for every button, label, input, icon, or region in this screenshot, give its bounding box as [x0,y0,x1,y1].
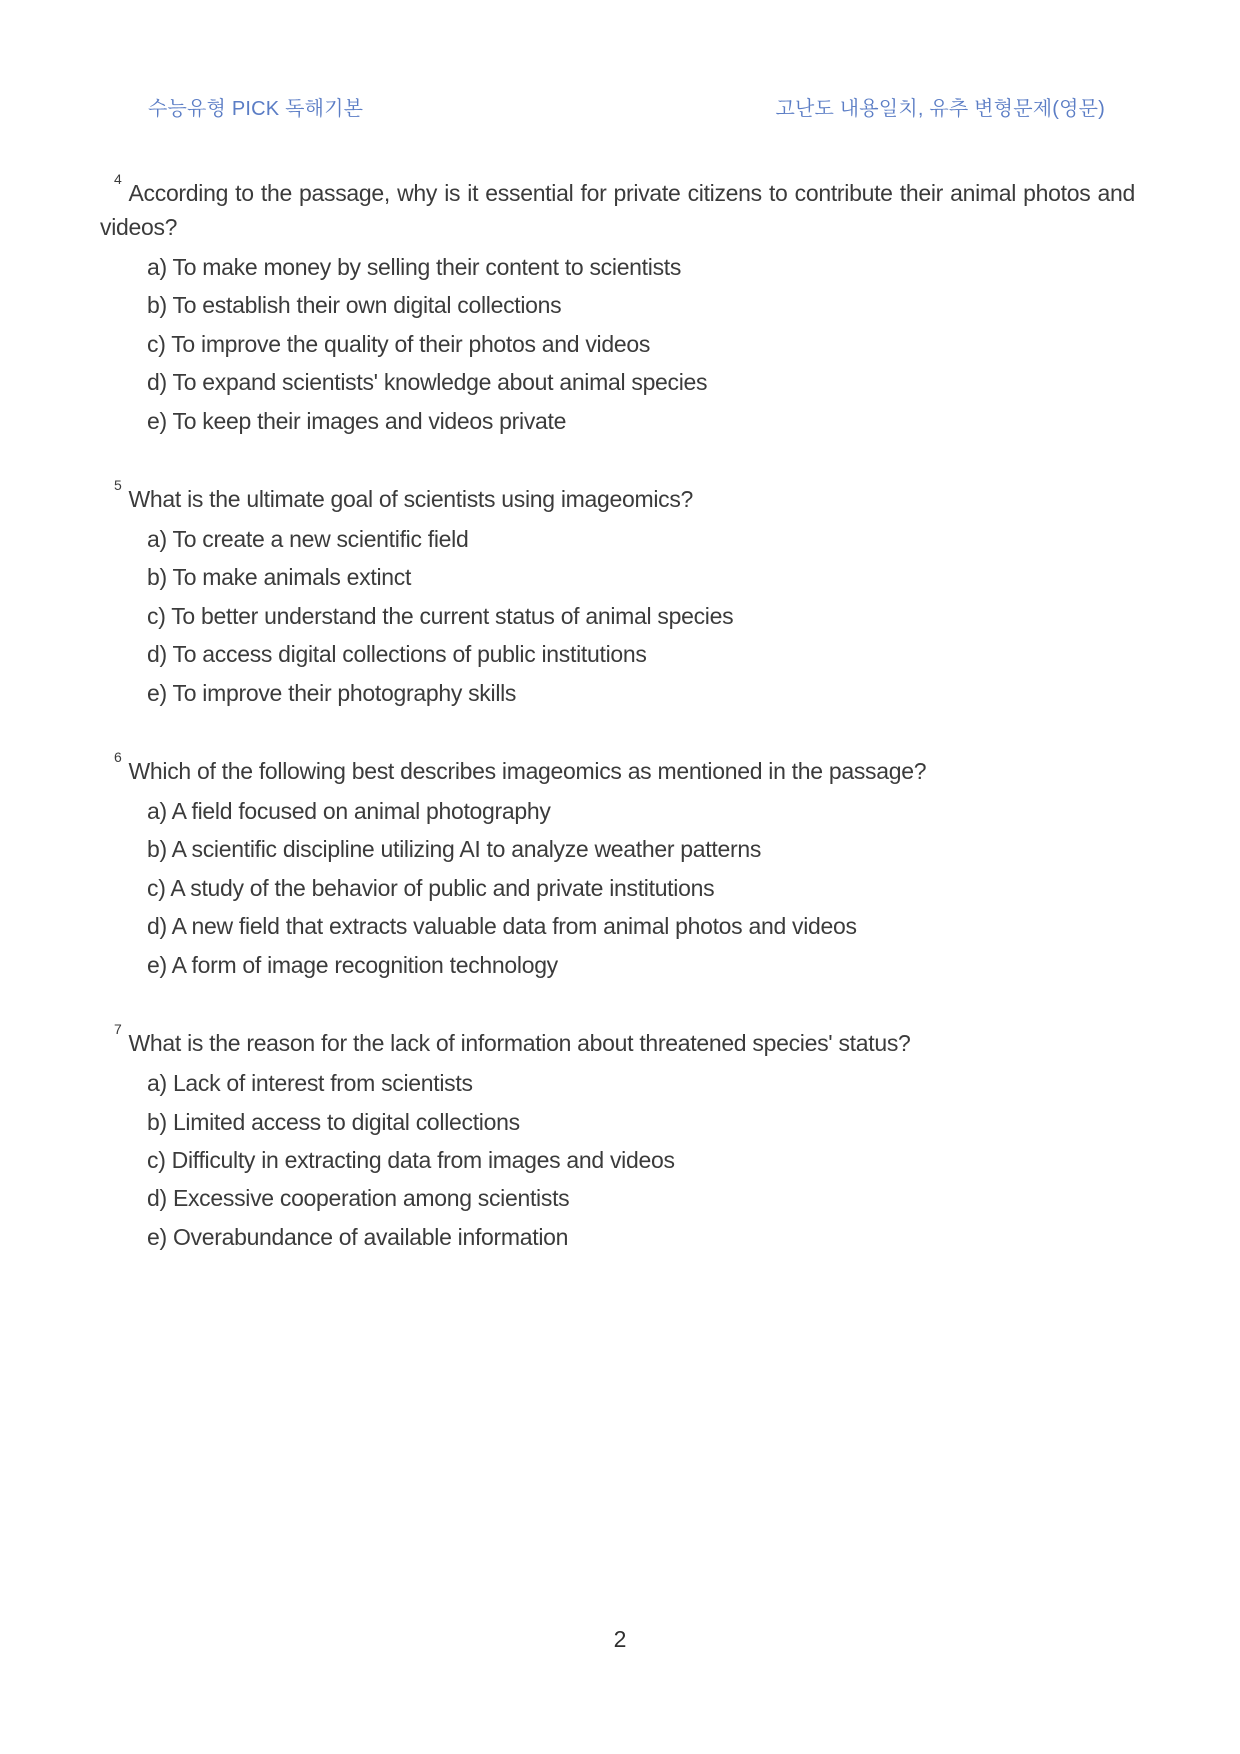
options-list [147,1064,1135,1256]
option-e: e) To improve their photography skills [147,679,517,706]
question-number: 6 [114,749,122,766]
option-a: a) Lack of interest from scientists [147,1070,473,1097]
question-text [100,749,1135,788]
option-a: a) To create a new scientific field [147,526,469,553]
option-b: b) To establish their own digital collections [147,292,562,319]
option-b: b) To make animals extinct [147,564,412,591]
question-body: What is the reason for the lack of information about threatened species' status? [128,1030,911,1057]
page-footer [0,1626,1240,1653]
question-number: 5 [114,477,122,494]
question-text [100,477,1135,516]
option-a: a) A field focused on animal photography [147,798,551,825]
option-e: e) A form of image recognition technology [147,951,558,978]
page-number: 2 [613,1626,627,1652]
header-left-title: 수능유형 PICK 독해기본 [148,98,364,120]
question-block-6 [100,749,1135,984]
options-list [147,520,1135,712]
option-e: e) Overabundance of available information [147,1223,569,1250]
option-e: e) To keep their images and videos private [147,407,567,434]
question-number: 7 [114,1021,122,1038]
question-body: What is the ultimate goal of scientists using imageomics? [128,486,694,513]
header-right-title: 고난도 내용일치, 유추 변형문제(영문) [775,98,1105,120]
question-text [100,171,1135,244]
question-text [100,1021,1135,1060]
option-c: c) To improve the quality of their photos and videos [147,330,651,357]
option-a: a) To make money by selling their content to scientists [147,254,682,280]
page-header [100,92,1135,121]
question-block-5 [100,477,1135,712]
option-c: c) To better understand the current status of animal species [147,602,734,629]
question-body: According to the passage, why is it essential for private citizens to contribute their animal photos and videos? [100,180,1135,240]
question-number: 4 [114,171,122,188]
option-d: d) Excessive cooperation among scientists [147,1185,570,1212]
options-list [147,248,1135,440]
question-block-7 [100,1021,1135,1256]
option-d: d) To expand scientists' knowledge about animal species [147,369,708,396]
questions-area [100,171,1135,1298]
question-block-4 [100,171,1135,440]
option-b: b) Limited access to digital collections [147,1108,520,1135]
question-body: Which of the following best describes imageomics as mentioned in the passage? [128,758,927,785]
option-c: c) Difficulty in extracting data from images and videos [147,1146,675,1173]
option-b: b) A scientific discipline utilizing AI to analyze weather patterns [147,836,762,863]
options-list [147,792,1135,984]
option-d: d) A new field that extracts valuable data from animal photos and videos [147,913,857,940]
option-d: d) To access digital collections of public institutions [147,641,647,668]
option-c: c) A study of the behavior of public and private institutions [147,874,715,901]
